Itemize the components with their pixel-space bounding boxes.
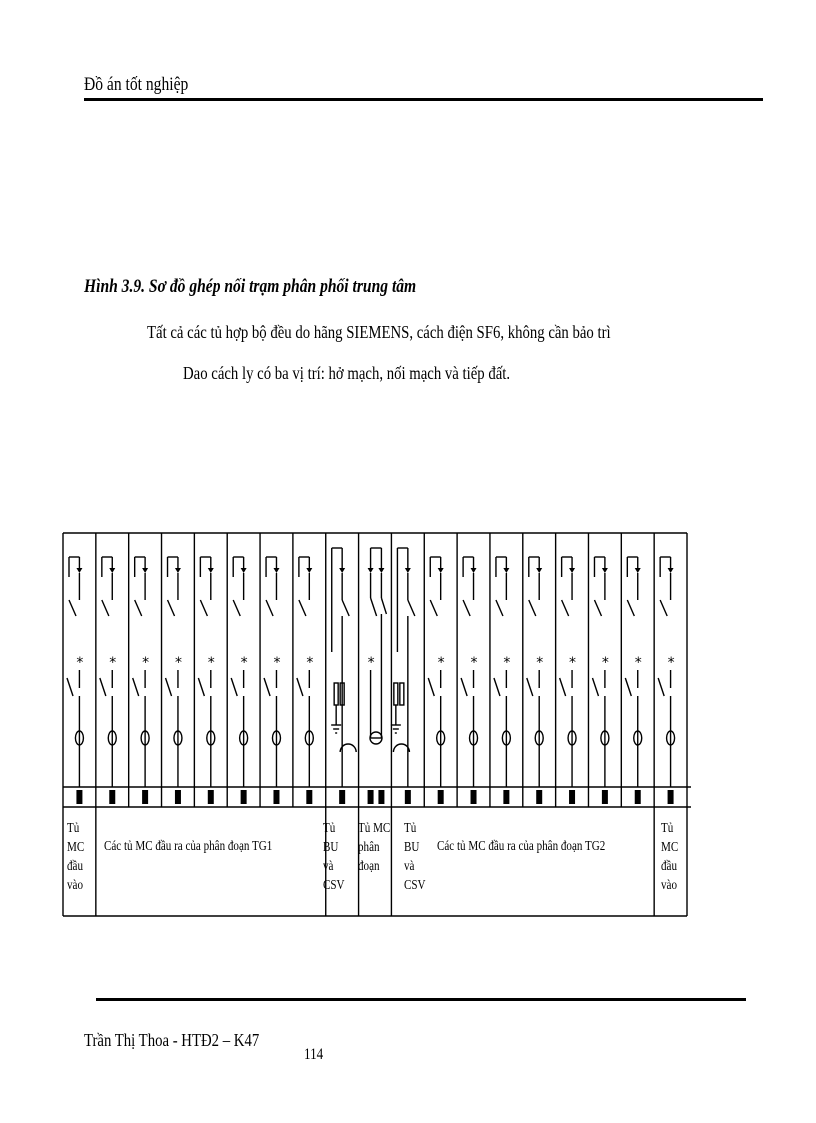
breaker-mark: * — [367, 655, 375, 671]
breaker-mark: * — [109, 655, 117, 671]
earth-terminal-icon — [306, 568, 312, 573]
breaker-mark: * — [470, 655, 478, 671]
label-outgoing-tg1: Các tủ MC đầu ra của phân đoạn TG1 — [104, 838, 273, 853]
breaker-mark: * — [76, 655, 84, 671]
breaker-mark: * — [536, 655, 544, 671]
busbar-connection — [208, 790, 214, 804]
breaker-mark: * — [142, 655, 150, 671]
section-disconnector — [381, 598, 386, 614]
disconnector-blade — [428, 678, 434, 696]
disconnector-blade — [231, 678, 237, 696]
disconnector-blade — [461, 678, 467, 696]
busbar-connection — [175, 790, 181, 804]
vt-disconnector — [408, 600, 415, 616]
earthing-switch — [102, 600, 109, 616]
earthing-switch — [299, 600, 306, 616]
earthing-switch — [266, 600, 273, 616]
busbar-connection — [368, 790, 374, 804]
busbar-connection — [378, 790, 384, 804]
fuse-icon — [400, 683, 404, 705]
busbar-connection — [503, 790, 509, 804]
busbar-connection — [569, 790, 575, 804]
busbar-connection — [438, 790, 444, 804]
label-bus-section: Tủ MC phân đoạn — [358, 820, 391, 873]
breaker-mark: * — [634, 655, 642, 671]
fuse-icon — [394, 683, 398, 705]
note-switchgear: Tất cả các tủ hợp bộ đều do hãng SIEMENS, cách điện SF6, không cần bảo trì — [147, 322, 611, 342]
footer-rule — [96, 998, 746, 1001]
earth-terminal-icon — [175, 568, 181, 573]
earthing-switch — [135, 600, 142, 616]
earth-terminal-icon — [208, 568, 214, 573]
busbar-connection — [405, 790, 411, 804]
earthing-switch — [562, 600, 569, 616]
disconnector-blade — [264, 678, 270, 696]
busbar-connection — [602, 790, 608, 804]
earth-terminal-icon — [109, 568, 115, 573]
fuse-icon — [334, 683, 338, 705]
earthing-switch — [496, 600, 503, 616]
breaker-mark: * — [667, 655, 675, 671]
earthing-switch — [594, 600, 601, 616]
breaker-mark: * — [437, 655, 445, 671]
disconnector-blade — [658, 678, 664, 696]
disconnector-blade — [100, 678, 106, 696]
breaker-mark: * — [174, 655, 182, 671]
earth-terminal-icon — [536, 568, 542, 573]
breaker-mark: * — [306, 655, 314, 671]
earthing-switch — [463, 600, 470, 616]
disconnector-blade — [592, 678, 598, 696]
busbar-connection — [273, 790, 279, 804]
label-outgoing-tg2: Các tủ MC đầu ra của phân đoạn TG2 — [437, 838, 606, 853]
disconnector-blade — [625, 678, 631, 696]
earth-terminal-icon — [438, 568, 444, 573]
note-disconnector: Dao cách ly có ba vị trí: hở mạch, nối mạch và tiếp đất. — [183, 363, 511, 383]
earth-terminal-icon — [378, 568, 384, 573]
busbar-connection — [109, 790, 115, 804]
disconnector-blade — [133, 678, 139, 696]
breaker-mark: * — [503, 655, 511, 671]
earth-terminal-icon — [668, 568, 674, 573]
disconnector-blade — [297, 678, 303, 696]
figure-caption: Hình 3.9. Sơ đồ ghép nối trạm phân phối trung tâm — [84, 276, 417, 297]
breaker-mark: * — [273, 655, 281, 671]
vt-disconnector — [342, 600, 349, 616]
busbar-connection — [76, 790, 82, 804]
busbar-connection — [536, 790, 542, 804]
earthing-switch — [168, 600, 175, 616]
section-disconnector — [371, 598, 377, 616]
earthing-switch — [200, 600, 207, 616]
busbar-connection — [635, 790, 641, 804]
earth-terminal-icon — [503, 568, 509, 573]
earth-terminal-icon — [76, 568, 82, 573]
busbar-connection — [339, 790, 345, 804]
earthing-switch — [660, 600, 667, 616]
earth-terminal-icon — [471, 568, 477, 573]
earthing-switch — [529, 600, 536, 616]
breaker-mark: * — [207, 655, 215, 671]
earth-terminal-icon — [339, 568, 345, 573]
label-incoming-left: Tủ MC đầu vào — [67, 820, 85, 892]
disconnector-blade — [166, 678, 172, 696]
busbar-connection — [241, 790, 247, 804]
earth-terminal-icon — [142, 568, 148, 573]
breaker-mark: * — [569, 655, 577, 671]
footer-author: Trần Thị Thoa - HTĐ2 – K47 — [84, 1030, 260, 1050]
earth-terminal-icon — [273, 568, 279, 573]
disconnector-blade — [527, 678, 533, 696]
label-vt-left: Tủ BU và CSV — [323, 820, 345, 892]
earthing-switch — [69, 600, 76, 616]
earth-terminal-icon — [405, 568, 411, 573]
voltage-transformer-icon — [393, 744, 409, 752]
page-number: 114 — [304, 1046, 324, 1063]
disconnector-blade — [198, 678, 204, 696]
earth-terminal-icon — [241, 568, 247, 573]
disconnector-blade — [67, 678, 73, 696]
disconnector-blade — [560, 678, 566, 696]
busbar-connection — [142, 790, 148, 804]
earth-terminal-icon — [635, 568, 641, 573]
breaker-mark: * — [240, 655, 248, 671]
earth-terminal-icon — [569, 568, 575, 573]
breaker-mark: * — [601, 655, 609, 671]
earthing-switch — [233, 600, 240, 616]
earth-terminal-icon — [368, 568, 374, 573]
earthing-switch — [627, 600, 634, 616]
busbar-connection — [471, 790, 477, 804]
label-vt-right: Tủ BU và CSV — [404, 820, 426, 892]
busbar-connection — [668, 790, 674, 804]
earth-terminal-icon — [602, 568, 608, 573]
busbar-connection — [306, 790, 312, 804]
disconnector-blade — [494, 678, 500, 696]
header-title: Đồ án tốt nghiệp — [84, 74, 189, 95]
earthing-switch — [430, 600, 437, 616]
label-incoming-right: Tủ MC đầu vào — [661, 820, 679, 892]
